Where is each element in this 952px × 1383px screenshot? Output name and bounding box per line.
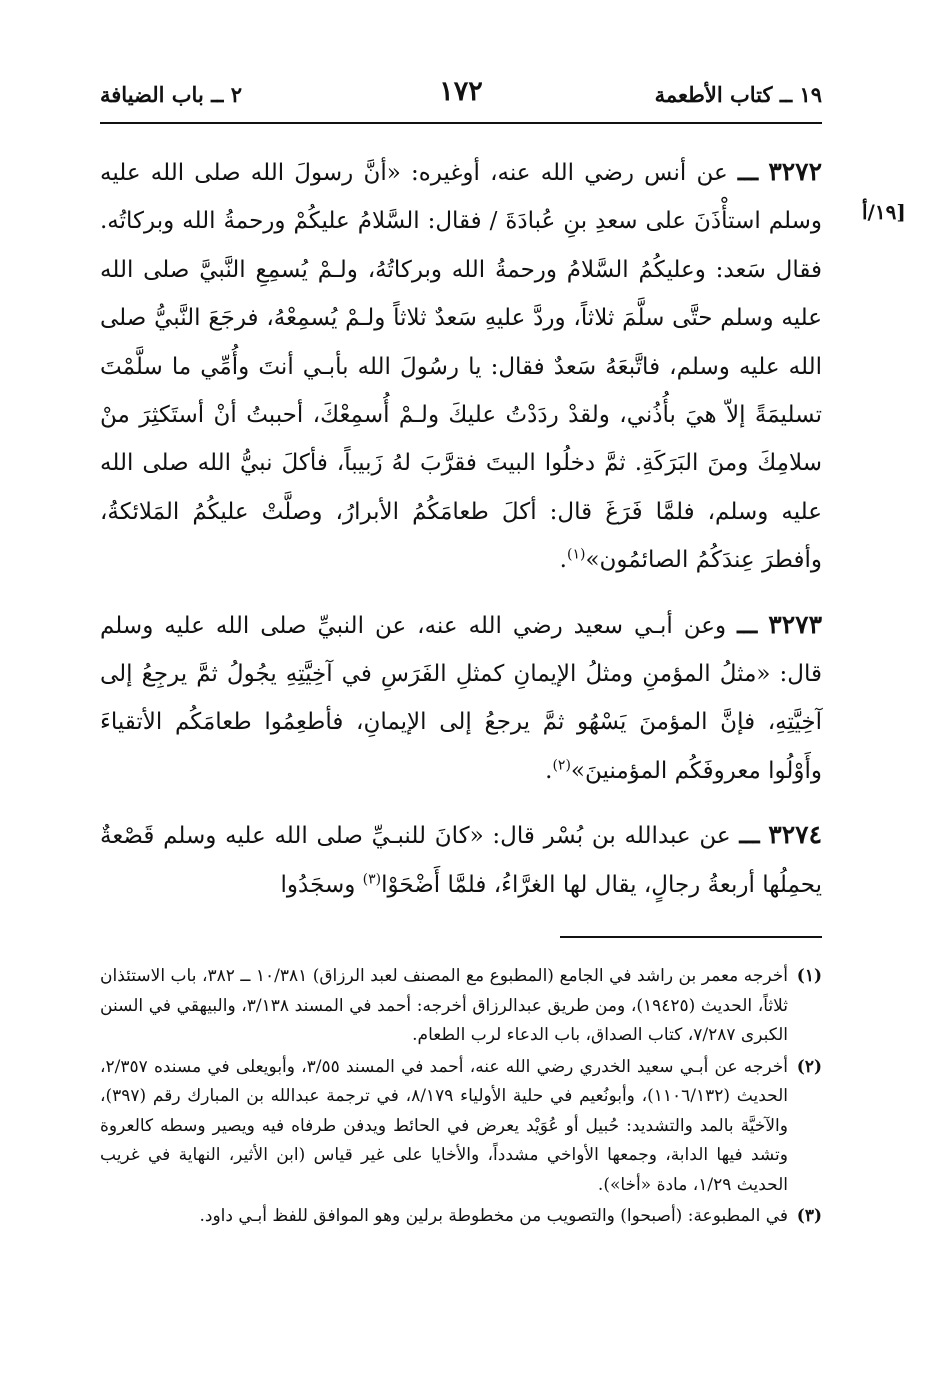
hadith-text: وعن أبـي سعيد رضي الله عنه، عن النبيِّ صلى الله عليه وسلم قال: «مثلُ المؤمنِ ومثلُ الإيمانِ كمثلِ الفَرَسِ في آخِيَّتِهِ يجُولُ ثمَّ يرجِعُ إلى آخِيَّتِهِ، فإنَّ المؤمنَ يَسْهُو ثمَّ يرجعُ إلى الإيمانِ، فأطعِمُوا طعامَكُم الأتقياءَ وأَوْلُوا معروفَكُم المؤمنينَ» — [100, 612, 822, 784]
page-number: ١٧٢ — [439, 76, 483, 107]
hadith-text: عن عبدالله بن بُسْر قال: «كانَ للنبـيِّ صلى الله عليه وسلم قَصْعةٌ يحمِلُها أربعةُ رجالٍ، يقال لها الغرَّاءُ، فلمَّا أَضْحَوْا — [100, 823, 822, 898]
footnote-ref[interactable]: (٣) — [362, 871, 382, 888]
main-text — [100, 148, 822, 925]
footnote-text: أخرجه عن أبـي سعيد الخدري رضي الله عنه، أحمد في المسند ٣/٥٥، وأبويعلى في مسنده ٢/٣٥٧، الحديث (١١٠٦/١٣٢)، وأبونُعيم في حلية الأولياء ٨/١٧٩، في ترجمة عبدالله بن المبارك رقم (٣٩٧)، والآخيَّة بالمد والتشديد: حُبيل أو عُوَيْد يعرض في الحائط ويدفن طرفاه فيه ويصير وسطه كالعروة وتشد فيها الدابة، وجمعها الأواخي مشدداً، والأخايا على غير قياس (ابن الأثير، النهاية في غريب الحديث ١/٢٩، مادة «أخا»). — [100, 1056, 788, 1195]
hadith-text: عن أنس رضي الله عنه، أوغيره: «أنَّ رسولَ الله صلى الله عليه وسلم استأْذَنَ على سعدِ بنِ عُبادَةَ / فقال: السَّلامُ عليكُمْ ورحمةُ الله وبركاتُه. فقال سَعد: وعليكُمُ السَّلامُ ورحمةُ الله وبركاتُهُ، ولـمْ يُسمِعِ النَّبيَّ صلى الله عليه وسلم حتَّى سلَّمَ ثلاثاً، وردَّ عليهِ سَعدٌ ثلاثاً ولـمْ يُسمِعْهُ، فرجَعَ النَّبيُّ صلى الله عليه وسلم، فاتَّبعَهُ سَعدٌ فقال: يا رسُولَ الله بأبـي أنتَ وأُمِّي ما سلَّمْتَ تسليمَةً إلاّ هيَ بأُذُني، ولقدْ ردَدْتُ عليكَ ولـمْ أُسمِعْكَ، أحببتُ أنْ أستَكثِرَ منْ سلامِكَ ومنَ البَرَكَةِ. ثمَّ دخلُوا البيتَ فقرَّبَ لهُ زَبيباً، فأكلَ نبيُّ الله صلى الله عليه وسلم، فلمَّا فَرَغَ قال: أكلَ طعامَكُمُ الأبرارُ، وصلَّتْ عليكُمُ المَلائكةُ، وأفطرَ عِندَكُمُ الصائمُون» — [100, 160, 822, 574]
footnote-ref[interactable]: (١) — [566, 546, 586, 563]
hadith-number: ٣٢٧٢ — [768, 157, 823, 186]
hadith-number: ٣٢٧٣ — [768, 609, 823, 639]
footnote-marker: (١) — [796, 966, 822, 986]
footnotes — [100, 962, 822, 1234]
footnote-marker: (٣) — [796, 1206, 822, 1226]
manuscript-folio-marker: ١٩/أ] — [862, 200, 906, 224]
entry-dash: ـــ — [739, 822, 760, 850]
chapter-title: ١٩ ــ كتاب الأطعمة — [654, 82, 822, 107]
hadith-entry: ٣٢٧٣ ـــ وعن أبـي سعيد رضي الله عنه، عن النبيِّ صلى الله عليه وسلم قال: «مثلُ المؤمنِ ومثلُ الإيمانِ كمثلِ الفَرَسِ في آخِيَّتِهِ يجُولُ ثمَّ يرجِعُ إلى آخِيَّتِهِ، فإنَّ المؤمنَ يَسْهُو ثمَّ يرجعُ إلى الإيمانِ، فأطعِمُوا طعامَكُم الأتقياءَ وأَوْلُوا معروفَكُم المؤمنينَ»$^{(٢)}$. — [100, 609, 823, 784]
entry-dash: ـــ — [737, 159, 759, 186]
hadith-entry — [100, 811, 822, 909]
entry-dash: ـــ — [737, 611, 758, 639]
footnote-text: في المطبوعة: (أصبحوا) والتصويب من مخطوطة برلين وهو الموافق للفظ أبـي داود. — [199, 1206, 788, 1226]
hadith-entry: ٣٢٧٢ ـــ عن أنس رضي الله عنه، أوغيره: «أنَّ رسولَ الله صلى الله عليه وسلم استأْذَنَ على سعدِ بنِ عُبادَةَ / فقال: السَّلامُ عليكُمْ ورحمةُ الله وبركاتُه. فقال سَعد: وعليكُمُ السَّلامُ ورحمةُ الله وبركاتُهُ، ولـمْ يُسمِعِ النَّبيَّ صلى الله عليه وسلم حتَّى سلَّمَ ثلاثاً، وردَّ عليهِ سَعدٌ ثلاثاً ولـمْ يُسمِعْهُ، فرجَعَ النَّبيُّ صلى الله عليه وسلم، فاتَّبعَهُ سَعدٌ فقال: يا رسُولَ الله بأبـي أنتَ وأُمِّي ما سلَّمْتَ تسليمَةً إلاّ هيَ بأُذُني، ولقدْ ردَدْتُ عليكَ ولـمْ أُسمِعْكَ، أحببتُ أنْ أستَكثِرَ منْ سلامِكَ ومنَ البَرَكَةِ. ثمَّ دخلُوا البيتَ فقرَّبَ لهُ زَبيباً، فأكلَ نبيُّ الله صلى الله عليه وسلم، فلمَّا فَرَغَ قال: أكلَ طعامَكُمُ الأبرارُ، وصلَّتْ عليكُمُ المَلائكةُ، وأفطرَ عِندَكُمُ الصائمُون»$^{(١)}$. — [100, 157, 823, 574]
footnote-text: أخرجه معمر بن راشد في الجامع (المطبوع مع المصنف لعبد الرزاق) ١٠/٣٨١ ــ ٣٨٢، باب الاستئذان ثلاثاً، الحديث (١٩٤٢٥)، ومن طريق عبدالرزاق أخرجه: أحمد في المسند ٣/١٣٨، والبيهقي في السنن الكبرى ٧/٢٨٧، كتاب الصداق، باب الدعاء لرب الطعام. — [100, 966, 789, 1045]
running-header — [100, 76, 822, 118]
section-title: ٢ ــ باب الضيافة — [100, 82, 243, 107]
hadith-number: ٣٢٧٤ — [768, 820, 823, 850]
footnote-ref[interactable]: (٢) — [552, 757, 571, 774]
footnote-marker: (٢) — [796, 1056, 822, 1077]
header-rule — [100, 122, 822, 124]
footnote — [100, 1202, 822, 1232]
footnote — [100, 1053, 822, 1201]
footnote — [100, 962, 822, 1051]
footnote-rule — [560, 936, 822, 938]
hadith-text-continued: وسجَدُوا — [280, 871, 356, 898]
